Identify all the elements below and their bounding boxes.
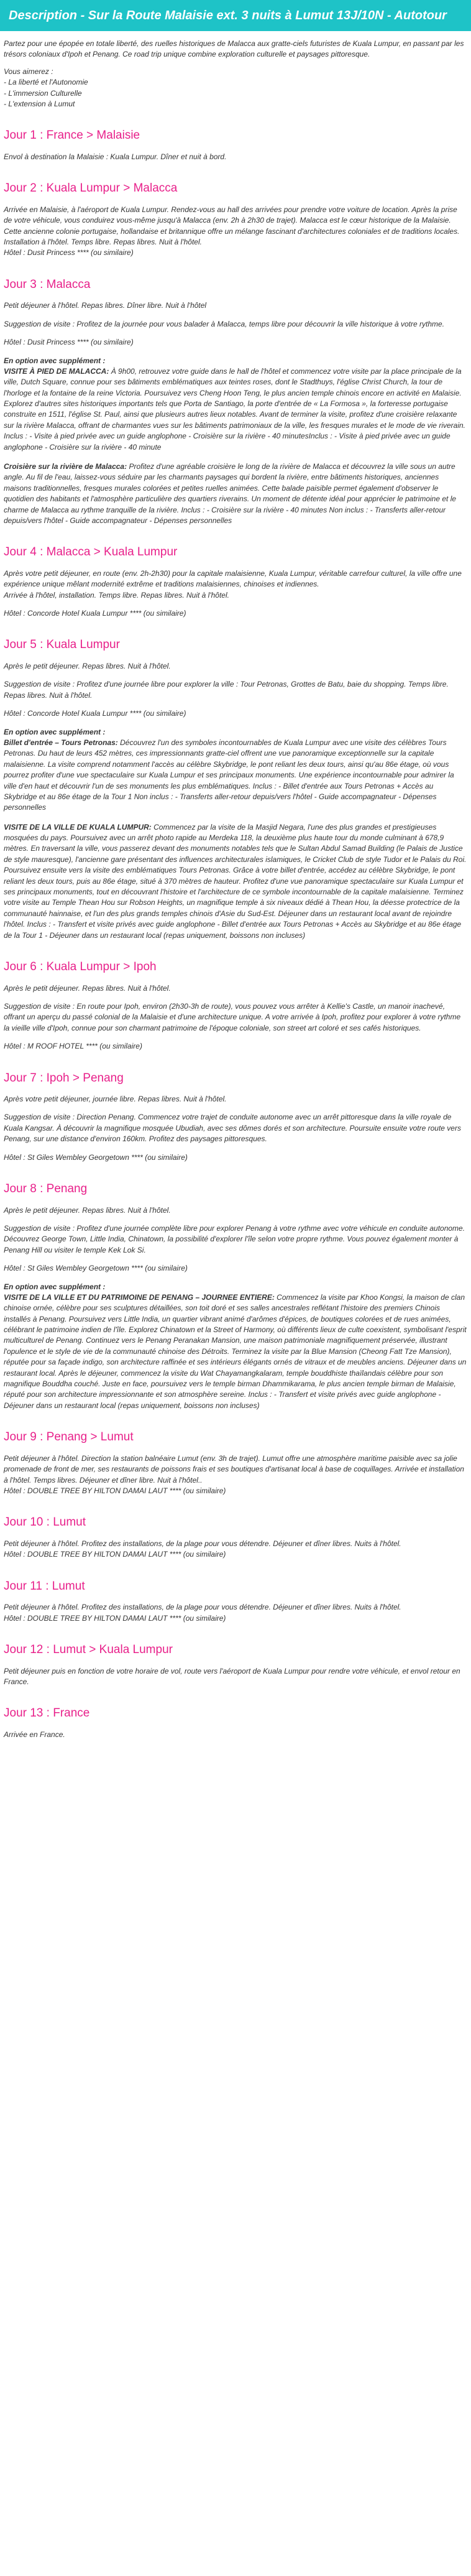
day-section: [4, 1578, 467, 1624]
option-heading: VISITE À PIED DE MALACCA:: [4, 366, 109, 376]
day-section: [4, 1641, 467, 1687]
day-section: [4, 180, 467, 259]
day-paragraph: Petit déjeuner à l'hôtel. Repas libres. Dîner libre. Nuit à l'hôtel: [4, 301, 207, 310]
option-heading: Croisière sur la rivière de Malacca:: [4, 462, 127, 471]
day-paragraph: Hôtel : St Giles Wembley Georgetown **** (ou similaire): [4, 1264, 188, 1273]
option-block: [4, 461, 467, 526]
page-title: Description - Sur la Route Malaisie ext. 3 nuits à Lumut 13J/10N - Autotour: [0, 0, 471, 31]
day-title: Jour 1 : France > Malaisie: [4, 129, 140, 142]
option-block: [4, 366, 467, 453]
day-title: Jour 9 : Penang > Lumut: [4, 1430, 134, 1444]
option-heading: VISITE DE LA VILLE ET DU PATRIMOINE DE PENANG – JOURNEE ENTIERE:: [4, 1292, 275, 1302]
day-section: [4, 958, 467, 1052]
day-section: [4, 1705, 467, 1740]
day-paragraph: Hôtel : Concorde Hotel Kuala Lumpur **** (ou similaire): [4, 609, 186, 618]
day-paragraph: Après votre petit déjeuner, journée libre. Repas libres. Nuit à l'hôtel.: [4, 1095, 227, 1104]
itinerary: [4, 127, 467, 1740]
day-paragraph: Arrivée en France.: [4, 1730, 65, 1739]
day-title: Jour 10 : Lumut: [4, 1516, 86, 1529]
day-title: Jour 13 : France: [4, 1707, 90, 1720]
option-text: Découvrez l'un des symboles incontournables de Kuala Lumpur avec une visite des célèbres Tours Petronas. Du haut de leurs 452 mètres, ces impressionnants gratte-ciel offrent une vue panoramique exceptionnelle sur la capitale malaisienne. La visite comprend notamment l'accès au célèbre Skybridge, le pont reliant les deux tours, ainsi qu'au 86e étage, où vous pourrez profiter d'une vue spectaculaire sur Kuala Lumpur et ses principaux monuments. Une expérience incontournable pour admirer la ville d'en haut et découvrir l'un de ses monuments les plus emblématiques. Inclus : - Billet d'entrée aux Tours Petronas + Accès au Skybridge et au 86e étage de la Tour 1 Non inclus : - Transferts aller-retour depuis/vers l'hôtel - Guide accompagnateur - Dépenses personnelles: [4, 738, 454, 812]
day-paragraph: Petit déjeuner puis en fonction de votre horaire de vol, route vers l'aéroport de Kuala Lumpur pour rendre votre véhicule, et envol retour en France.: [4, 1666, 460, 1686]
day-paragraph: Petit déjeuner à l'hôtel. Profitez des installations, de la plage pour vous détendre. Déjeuner et dîner libres. Nuits à l'hôtel. Hôtel : DOUBLE TREE BY HILTON DAMAI LAUT **** (ou similaire): [4, 1603, 401, 1623]
day-paragraph: Suggestion de visite : En route pour Ipoh, environ (2h30-3h de route), vous pouvez vous arrêter à Kellie's Castle, un manoir inachevé, offrant un aperçu du passé colonial de la Malaisie et d'une architecture unique. A votre arrivée à Ipoh, profitez pour explorer à votre rythme la vieille ville d'Ipoh, connue pour son charmant patrimoine de l'époque coloniale, son street art coloré et ses cafés historiques.: [4, 1001, 461, 1032]
day-title: Jour 11 : Lumut: [4, 1579, 85, 1593]
day-section: [4, 544, 467, 619]
day-paragraph: Après le petit déjeuner. Repas libres. Nuit à l'hôtel.: [4, 662, 171, 671]
wish-item: - La liberté et l'Autonomie: [4, 78, 88, 87]
day-paragraph: Petit déjeuner à l'hôtel. Direction la station balnéaire Lumut (env. 3h de trajet). Lumut offre une atmosphère maritime paisible avec sa jolie promenade de front de mer, ses restaurants de poissons frais et ses boutiques d'artisanat local à base de coquillages. Arrivée et installation à l'hôtel. Temps libres. Déjeuner et dîner libre. Nuit à l'hôtel.. Hôtel : DOUBLE TREE BY HILTON DAMAI LAUT **** (ou similaire): [4, 1453, 464, 1495]
option-text: À 9h00, retrouvez votre guide dans le hall de l'hôtel et commencez votre visite par la place principale de la ville, Dutch Square, connue pour ses bâtiments emblématiques aux teintes roses, dont le Stadthuys, l'église Christ Church, la tour de l'horloge et la fontaine de la reine Victoria. Poursuivez vers Cheng Hoon Teng, le plus ancien temple chinois encore en activité en Malaisie. Explorez d'autres sites historiques importants tels que Porta de Santiago, la porte d'entrée de « La Formosa », la forteresse portugaise construite en 1511, l'église St. Paul, ainsi que plusieurs autres lieux notables. Avant de terminer la visite, profitez d'une croisière relaxante sur la rivière Malacca, offrant de charmantes vues sur les bâtiments patrimoniaux de la ville, les fresques murales et le mode de vie riverain. Inclus : - Visite à pied privée avec un guide anglophone - Croisière sur la rivière - 40 minutesInclus : - Visite à pied privée avec un guide anglophone - Croisière sur la rivière - 40 minute: [4, 366, 465, 452]
content: [0, 39, 471, 1740]
day-title: Jour 8 : Penang: [4, 1182, 88, 1195]
day-section: [4, 1180, 467, 1411]
day-paragraph: Hôtel : Dusit Princess **** (ou similaire): [4, 338, 134, 347]
wish-label: Vous aimerez :: [4, 67, 53, 76]
day-paragraph: Suggestion de visite : Profitez d'une journée complète libre pour explorer Penang à votre rythme avec votre véhicule en conduite autonome. Découvrez George Town, Little India, Chinatown, la possibilité d'explorer l'île selon votre propre rythme. Vous pouvez également monter à Penang Hill ou visiter le temple Kek Lok Si.: [4, 1223, 465, 1254]
day-section: [4, 1070, 467, 1164]
wish-list: [4, 77, 467, 109]
day-title: Jour 5 : Kuala Lumpur: [4, 638, 120, 652]
day-paragraph: Arrivée en Malaisie, à l'aéroport de Kuala Lumpur. Rendez-vous au hall des arrivées pour prendre votre voiture de location. Après la prise de votre véhicule, vous conduirez vous-même jusqu'à Malacca (env. 2h à 2h30 de trajet). Malacca est le cœur historique de la Malaisie. Cette ancienne colonie portugaise, hollandaise et britannique offre un mélange fascinant d'architectures coloniales et de traditions locales. Installation à l'hôtel. Temps libre. Repas libres. Nuit à l'hôtel. Hôtel : Dusit Princess **** (ou similaire): [4, 205, 460, 257]
intro-paragraph: Partez pour une épopée en totale liberté, des ruelles historiques de Malacca aux gratte-ciels futuristes de Kuala Lumpur, en passant par les trésors coloniaux d'Ipoh et Penang. Ce road trip unique combine exploration culturelle et paysages pittoresque.: [4, 39, 464, 59]
day-title: Jour 6 : Kuala Lumpur > Ipoh: [4, 960, 157, 973]
day-paragraph: Suggestion de visite : Profitez de la journée pour vous balader à Malacca, temps libre pour découvrir la ville historique à votre rythme.: [4, 319, 445, 328]
day-paragraph: Après le petit déjeuner. Repas libres. Nuit à l'hôtel.: [4, 1205, 171, 1215]
day-section: [4, 636, 467, 941]
option-text: Commencez la visite par Khoo Kongsi, la maison de clan chinoise ornée, célèbre pour ses sculptures détaillées, son toit doré et ses salles ancestrales reflétant l'histoire des premiers Chinois installés à Penang. Poursuivez vers Little India, un quartier vibrant animé d'arômes d'épices, de boutiques colorées et de rues animées, célébrant le patrimoine indien de l'île. Explorez Chinatown et la Street of Harmony, où différents lieux de culte coexistent, symbolisant l'esprit multiculturel de Penang. Continuez vers le Penang Peranakan Mansion, une maison patrimoniale magnifiquement préservée, illustrant l'opulence et le style de vie de la communauté chinoise des Détroits. Terminez la visite par la Blue Mansion (Cheong Fatt Tze Mansion), réputée pour sa façade indigo, son architecture raffinée et ses intérieurs élégants ornés de vitraux et de meubles anciens. Déjeuner dans un restaurant local. Après le déjeuner, commencez la visite du Wat Chayamangkalaram, temple bouddhiste thaïlandais célèbre pour son magnifique Bouddha couché. Juste en face, poursuivez vers le temple birman Dhammikarama, le plus ancien temple birman de Malaisie, réputé pour son architecture impressionnante et son atmosphère sereine. Inclus : - Transfert et visite privés avec guide anglophone - Déjeuner dans un restaurant local (repas uniquement, boissons non incluses): [4, 1292, 467, 1410]
day-paragraph: Après le petit déjeuner. Repas libres. Nuit à l'hôtel.: [4, 983, 171, 993]
wish-item: - L'immersion Culturelle: [4, 88, 82, 98]
day-title: Jour 2 : Kuala Lumpur > Malacca: [4, 182, 178, 195]
day-section: [4, 276, 467, 527]
option-block: [4, 1292, 467, 1411]
day-paragraph: Envol à destination la Malaisie : Kuala Lumpur. Dîner et nuit à bord.: [4, 152, 227, 161]
options-label: En option avec supplément :: [4, 1282, 106, 1291]
day-paragraph: Hôtel : St Giles Wembley Georgetown **** (ou similaire): [4, 1152, 188, 1162]
options-label: En option avec supplément :: [4, 356, 106, 365]
options-label: En option avec supplément :: [4, 727, 106, 736]
day-title: Jour 7 : Ipoh > Penang: [4, 1071, 124, 1085]
day-paragraph: Petit déjeuner à l'hôtel. Profitez des installations, de la plage pour vous détendre. Déjeuner et dîner libres. Nuits à l'hôtel. Hôtel : DOUBLE TREE BY HILTON DAMAI LAUT **** (ou similaire): [4, 1539, 401, 1559]
day-paragraph: Hôtel : Concorde Hotel Kuala Lumpur **** (ou similaire): [4, 709, 186, 718]
day-section: [4, 1429, 467, 1496]
day-paragraph: Suggestion de visite : Direction Penang. Commencez votre trajet de conduite autonome avec un arrêt pittoresque dans la ville royale de Kuala Kangsar. À découvrir la magnifique mosquée Ubudiah, avec ses dômes dorés et son architecture. Poursuite ensuite votre route vers Penang, sur une distance d'environ 160km. Profitez des paysages pittoresques.: [4, 1113, 461, 1144]
day-paragraph: Hôtel : M ROOF HOTEL **** (ou similaire): [4, 1042, 142, 1051]
day-title: Jour 3 : Malacca: [4, 277, 91, 291]
option-text: Profitez d'une agréable croisière le long de la rivière de Malacca et découvrez la ville sous un autre angle. Au fil de l'eau, laissez-vous séduire par les charmants paysages qui bordent la rivière, entre bâtiments historiques, anciennes maisons traditionnelles, fresques murales colorées et petites ruelles animées. Cette balade paisible permet également d'observer le quotidien des habitants et l'atmosphère particulière des quartiers riverains. Un moment de détente idéal pour apprécier le patrimoine et le charme de Malacca au rythme tranquille de la rivière. Inclus : - Croisière sur la rivière - 40 minutes Non inclus : - Transferts aller-retour depuis/vers l'hôtel - Guide accompagnateur - Dépenses personnelles: [4, 462, 457, 525]
option-heading: Billet d'entrée – Tours Petronas:: [4, 738, 118, 747]
day-paragraph: Suggestion de visite : Profitez d'une journée libre pour explorer la ville : Tour Petronas, Grottes de Batu, baie du shopping. Temps libre. Repas libres. Nuit à l'hôtel.: [4, 680, 449, 700]
day-section: [4, 1514, 467, 1560]
option-text: Commencez par la visite de la Masjid Negara, l'une des plus grandes et prestigieuses mosquées du pays. Poursuivez avec un arrêt photo rapide au Merdeka 118, la deuxième plus haute tour du monde culminant à 678,9 mètres. En traversant la ville, vous passerez devant des monuments notables tels que le Sultan Abdul Samad Building (le Palais de Justice de style mauresque), l'ancienne gare présentant des influences architecturales islamiques, le Cricket Club de style Tudor et le Palais du Roi. Poursuivez ensuite vers la visite des emblématiques Tours Petronas. Grâce à votre billet d'entrée, accédez au célèbre Skybridge, le pont reliant les deux tours, puis au 86e étage, situé à 370 mètres de hauteur. Profitez d'une vue panoramique spectaculaire sur Kuala Lumpur et ses principaux monuments, tout en découvrant l'histoire et l'architecture de ce symbole incontournable de la capitale malaisienne. Terminez votre visite au Temple Thean Hou sur Robson Heights, un magnifique temple à six niveaux dédié à Thean Hou, la déesse protectrice de la communauté hainnaise, et l'un des plus grands temples chinois d'Asie du Sud-Est. Déjeuner dans un restaurant local avant de rejoindre l'hôtel. Inclus : - Transfert et visite privés avec guide anglophone - Billet d'entrée aux Tours Petronas + Accès au Skybridge et au 86e étage de la Tour 1 - Déjeuner dans un restaurant local (repas uniquement, boissons non incluses): [4, 822, 467, 940]
wish-item: - L'extension à Lumut: [4, 99, 75, 108]
day-paragraph: Après votre petit déjeuner, en route (env. 2h-2h30) pour la capitale malaisienne, Kuala Lumpur, véritable carrefour culturel, la ville offre une expérience unique mêlant modernité extrême et traditions malaisiennes, chinoises et indiennes. Arrivée à l'hôtel, installation. Temps libre. Repas libres. Nuit à l'hôtel.: [4, 568, 462, 600]
day-section: [4, 127, 467, 162]
option-block: [4, 738, 467, 813]
option-block: [4, 822, 467, 941]
intro: [4, 39, 467, 109]
option-heading: VISITE DE LA VILLE DE KUALA LUMPUR:: [4, 822, 152, 832]
day-title: Jour 12 : Lumut > Kuala Lumpur: [4, 1642, 173, 1656]
day-title: Jour 4 : Malacca > Kuala Lumpur: [4, 545, 178, 559]
